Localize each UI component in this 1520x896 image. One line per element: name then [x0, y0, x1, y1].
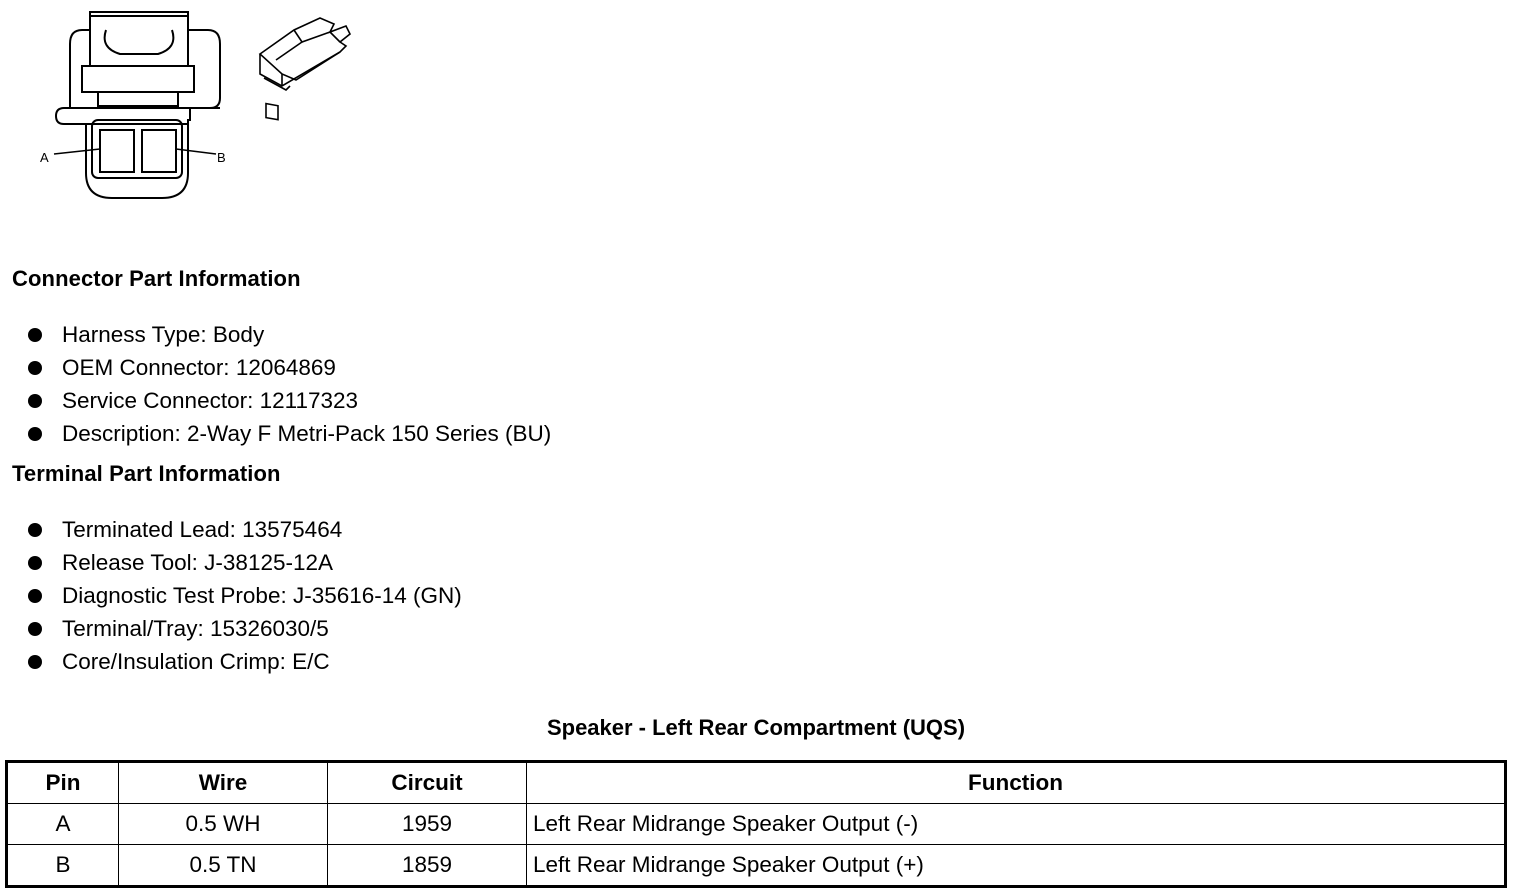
- bullet-icon: [28, 427, 42, 441]
- connector-info-heading: Connector Part Information: [12, 266, 301, 291]
- pin-a-cavity: [100, 130, 134, 172]
- list-item: Core/Insulation Crimp: E/C: [28, 645, 462, 678]
- list-item: Service Connector: 12117323: [28, 384, 551, 417]
- pinout-table: [5, 760, 1507, 888]
- list-item: Terminal/Tray: 15326030/5: [28, 612, 462, 645]
- table-row: [7, 804, 1506, 845]
- list-item: Release Tool: J-38125-12A: [28, 546, 462, 579]
- bullet-icon: [28, 556, 42, 570]
- list-item: Diagnostic Test Probe: J-35616-14 (GN): [28, 579, 462, 612]
- connector-info-list: [28, 318, 551, 450]
- cell-wire: 0.5 TN: [119, 845, 328, 887]
- connector-isometric-view: [260, 18, 350, 120]
- pinout-table-title: Speaker - Left Rear Compartment (UQS): [546, 715, 966, 740]
- cell-wire: 0.5 WH: [119, 804, 328, 845]
- bullet-icon: [28, 361, 42, 375]
- list-item: Description: 2-Way F Metri-Pack 150 Series (BU): [28, 417, 551, 450]
- list-item: OEM Connector: 12064869: [28, 351, 551, 384]
- column-header-pin: Pin: [7, 762, 119, 804]
- cell-circuit: 1859: [328, 845, 527, 887]
- cell-pin: B: [7, 845, 119, 887]
- list-item: Terminated Lead: 13575464: [28, 513, 462, 546]
- bullet-icon: [28, 328, 42, 342]
- cell-circuit: 1959: [328, 804, 527, 845]
- cell-function: Left Rear Midrange Speaker Output (+): [527, 845, 1506, 887]
- column-header-circuit: Circuit: [328, 762, 527, 804]
- pin-a-callout: A: [40, 150, 49, 165]
- pin-b-callout: B: [217, 150, 226, 165]
- table-row: [7, 845, 1506, 887]
- pin-b-cavity: [142, 130, 176, 172]
- cell-pin: A: [7, 804, 119, 845]
- connector-face-view: [54, 12, 220, 198]
- bullet-icon: [28, 523, 42, 537]
- list-item: Harness Type: Body: [28, 318, 551, 351]
- column-header-function: Function: [527, 762, 1506, 804]
- column-header-wire: Wire: [119, 762, 328, 804]
- terminal-info-list: [28, 513, 462, 678]
- table-header-row: [7, 762, 1506, 804]
- connector-diagram: [30, 8, 370, 208]
- bullet-icon: [28, 655, 42, 669]
- bullet-icon: [28, 589, 42, 603]
- terminal-info-heading: Terminal Part Information: [12, 461, 281, 486]
- bullet-icon: [28, 622, 42, 636]
- cell-function: Left Rear Midrange Speaker Output (-): [527, 804, 1506, 845]
- bullet-icon: [28, 394, 42, 408]
